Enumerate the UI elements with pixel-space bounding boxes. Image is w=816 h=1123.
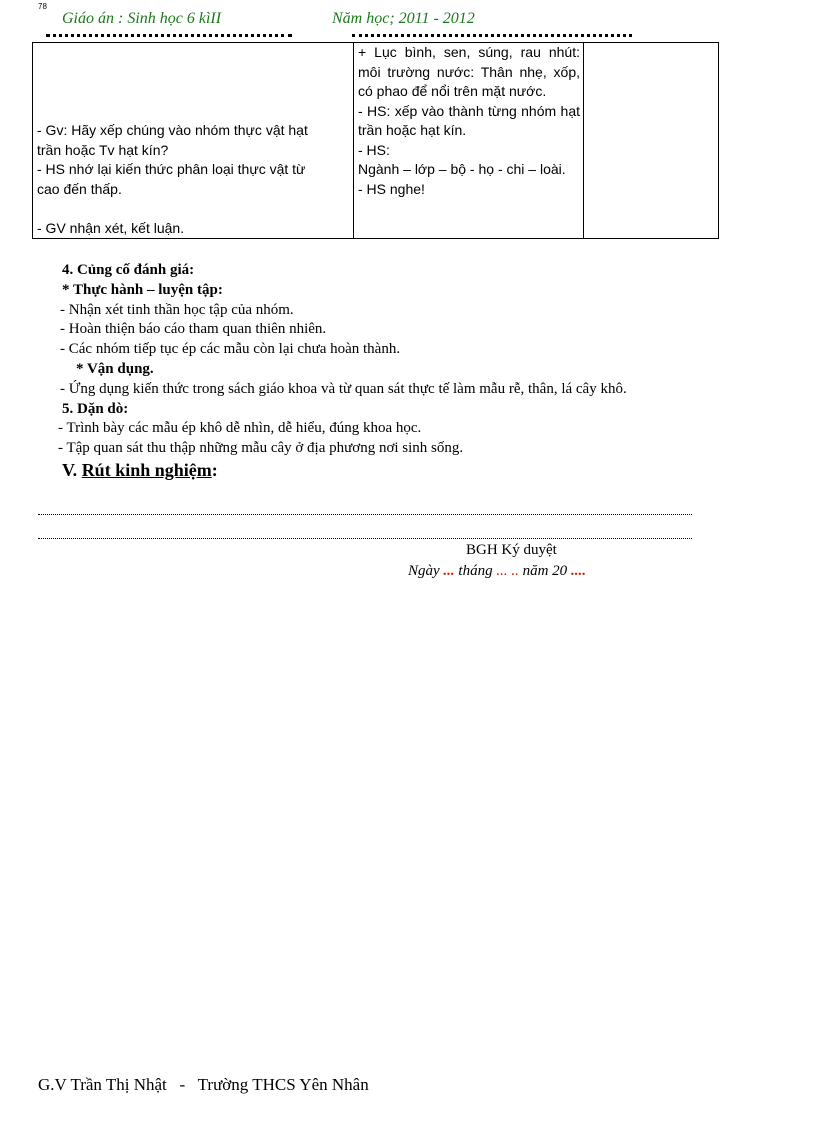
practice-title: * Thực hành – luyện tập: — [62, 281, 223, 298]
approval-label: BGH Ký duyệt — [466, 542, 557, 558]
header-dotted-rule-right — [352, 30, 632, 37]
section-v-prefix: V. — [62, 459, 78, 480]
section-4-title: 4. Củng cố đánh giá: — [62, 262, 195, 278]
table-row — [33, 43, 719, 239]
header-school-year: Năm học; 2011 - 2012 — [332, 10, 475, 27]
table-line: + Lục bình, sen, súng, rau nhút: môi trường nước: Thân nhẹ, xốp, có phao để nổi trên mặt nước. — [358, 44, 580, 99]
activity-table — [32, 42, 719, 239]
list-item: - Nhận xét tinh thần học tập của nhóm. — [60, 301, 294, 318]
date-blank: ... .. — [496, 563, 519, 579]
date-blank: ... — [443, 563, 455, 579]
dotted-line — [38, 514, 692, 515]
dotted-line — [38, 538, 692, 539]
table-line: Ngành – lớp – bộ - họ - chi – loài. — [358, 161, 566, 177]
lesson-body — [38, 261, 718, 481]
table-line: cao đến thấp. — [37, 180, 122, 197]
teacher-activity-cell — [33, 43, 354, 239]
header-subject: Giáo án : Sinh học 6 kìII — [62, 10, 222, 27]
table-line: - HS: — [358, 141, 390, 158]
footer-teacher-school: G.V Trần Thị Nhật - Trường THCS Yên Nhân — [38, 1075, 369, 1094]
date-word-year: năm 20 — [522, 563, 568, 579]
section-v-colon: : — [211, 459, 218, 480]
apply-text: - Ứng dụng kiến thức trong sách giáo khoa và từ quan sát thực tế làm mẫu rễ, thân, lá cây khô. — [60, 380, 627, 397]
header-dotted-rule-left — [46, 30, 292, 37]
table-line: - GV nhận xét, kết luận. — [37, 219, 185, 236]
page-number: 78 — [38, 2, 47, 11]
student-activity-cell — [354, 43, 584, 239]
date-word-day: Ngày — [408, 563, 440, 579]
list-item: - Tập quan sát thu thập những mẫu cây ở địa phương nơi sinh sống. — [58, 440, 464, 457]
date-blank: .... — [570, 563, 586, 579]
approval-date — [408, 563, 586, 580]
table-line: - HS nghe! — [358, 180, 425, 197]
section-v-title: Rút kinh nghiệm — [81, 459, 212, 480]
table-line: - Gv: Hãy xếp chúng vào nhóm thực vật hạt — [37, 122, 308, 138]
apply-title: * Vận dụng. — [76, 360, 154, 377]
list-item: - Trình bày các mẫu ép khô dễ nhìn, dễ hiểu, đúng khoa học. — [58, 420, 422, 437]
table-line: - HS nhớ lại kiến thức phân loại thực vật từ — [37, 161, 306, 177]
section-v-heading — [38, 461, 718, 481]
table-line: trần hoặc Tv hạt kín? — [37, 141, 169, 158]
table-line: - HS: xếp vào thành từng nhóm hạt trần hoặc hạt kín. — [358, 102, 580, 138]
section-5-title: 5. Dặn dò: — [62, 400, 129, 417]
notes-cell — [584, 43, 719, 239]
date-word-month: tháng — [458, 563, 493, 579]
list-item: - Hoàn thiện báo cáo tham quan thiên nhiên. — [60, 321, 327, 338]
list-item: - Các nhóm tiếp tục ép các mẫu còn lại chưa hoàn thành. — [60, 341, 401, 358]
